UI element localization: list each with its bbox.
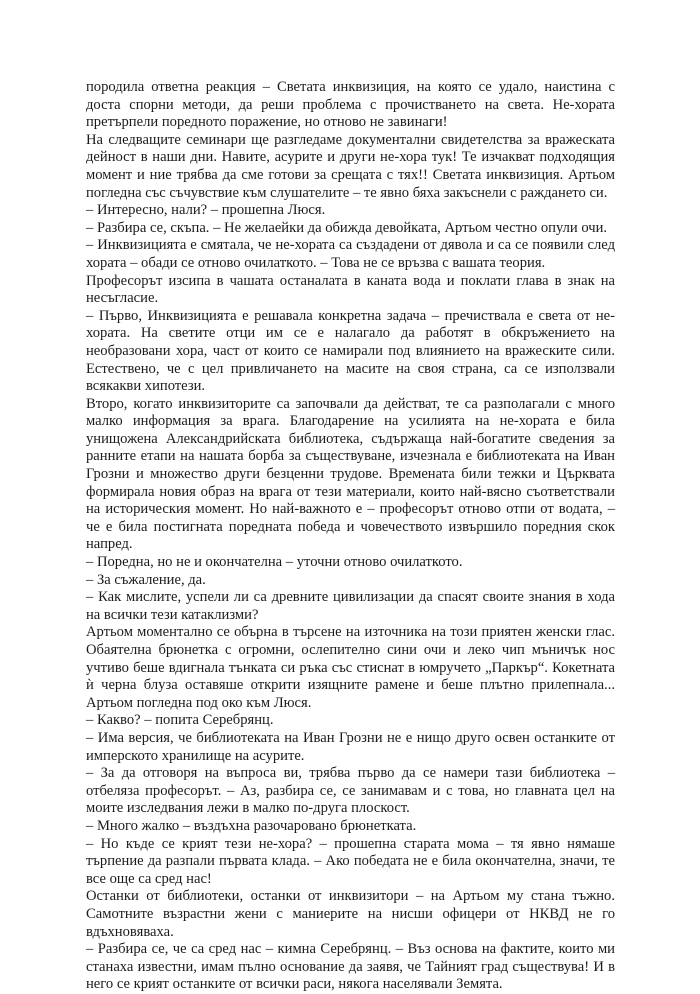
paragraph-6: Професорът изсипа в чашата останалата в каната вода и поклати глава в знак на несъгласие. [86, 272, 615, 307]
document-page [86, 79, 615, 994]
paragraph-1: породила ответна реакция – Светата инквизиция, на която се удало, наистина с доста спорни методи, да реши проблема с прочистването на света. Не-хората претърпели поредното поражение, но отново не завинаги! [86, 79, 615, 131]
paragraph-17: – Но къде се крият тези не-хора? – прошепна старата мома – тя явно нямаше търпение да разпали първата клада. – Ако победата не е била окончателна, значи, те все още са сред нас! [86, 835, 615, 887]
paragraph-4: – Разбира се, скъпа. – Не желаейки да обижда девойката, Артьом честно опули очи. [86, 219, 608, 236]
paragraph-5: – Инквизицията е смятала, че не-хората са създадени от дявола и са се появили след хората – обади се отново очилаткото. – Това не се връзва с вашата теория. [86, 237, 615, 271]
paragraph-9: – Поредна, но не и окончателна – уточни отново очилаткото. [86, 554, 463, 571]
paragraph-3: – Интересно, нали? – прошепна Люся. [86, 202, 326, 219]
paragraph-13: – Какво? – попита Серебрянц. [86, 712, 274, 729]
paragraph-19: – Разбира се, че са сред нас – кимна Серебрянц. – Въз основа на фактите, които ми станаха известни, имам пълно основание да заявя, че Тайният град съществува! И в него се крият останките от всички раси, някога населявали Земята. [86, 941, 615, 993]
paragraph-7: – Първо, Инквизицията е решавала конкретна задача – пречиствала е света от не-хората. На светите отци им се е налагало да работят в обкръжението на необразовани хора, част от които се намирали под влиянието на вражеските сили. Естествено, че с цел привличането на масите на своя страна, са се използвали всякакви хипотези. [86, 307, 615, 395]
paragraph-12: Артьом моментално се обърна в търсене на източника на този приятен женски глас. Обаятелна брюнетка с огромни, ослепително сини очи и леко чип мъничък нос учтиво беше вдигнала тънката си ръка със стиснат в юмручето „Паркър“. Кокетната ѝ черна блуза оставяше открити изящните рамене и беше плътно прилепнала... Артьом погледна под око към Люся. [86, 624, 615, 711]
paragraph-8: Второ, когато инквизиторите са започвали да действат, те са разполагали с много малко информация за врага. Благодарение на усилията на не-хората е била унищожена Александрийската библиотека, съдържаща най-богатите сведения за ранните етапи на нашата борба за съществуване, изчезнала е библиотеката на Иван Грозни и множество други безценни трудове. Времената били тежки и Църквата формирала новия образ на врага от тези материали, които най-вясно съответствали на историческия момент. Но най-важното е – професорът отново отпи от водата, – че е била постигната поредната победа и човечеството извършило поредния скок напред. [86, 395, 615, 553]
paragraph-15: – За да отговоря на въпроса ви, трябва първо да се намери тази библиотека – отбеляза професорът. – Аз, разбира се, се занимавам и с това, но главната цел на моите изследвания лежи в малко по-друга плоскост. [86, 765, 615, 817]
paragraph-14: – Има версия, че библиотеката на Иван Грозни не е нищо друго освен останките от имперското хранилище на асурите. [86, 729, 615, 764]
paragraph-11: – Как мислите, успели ли са древните цивилизации да спасят своите знания в хода на всички тези катаклизми? [86, 589, 615, 623]
paragraph-10: – За съжаление, да. [86, 571, 206, 588]
paragraph-18: Останки от библиотеки, останки от инквизитори – на Артьом му стана тъжно. Самотните възрастни жени с маниерите на нисши офицери от НКВД не го вдъхновяваха. [86, 888, 615, 940]
paragraph-16: – Много жалко – въздъхна разочаровано брюнетката. [86, 817, 417, 834]
paragraph-2: На следващите семинари ще разгледаме документални свидетелства за вражеската дейност в наши дни. Навите, асурите и други не-хора тук! Те изчакват подходящия момент и ние трябва да сме готови за срещата с тях!! Светата инквизиция. Артьом погледна със съчувствие към слушателите – те явно бяха закъснели с раждането си. [86, 131, 615, 201]
